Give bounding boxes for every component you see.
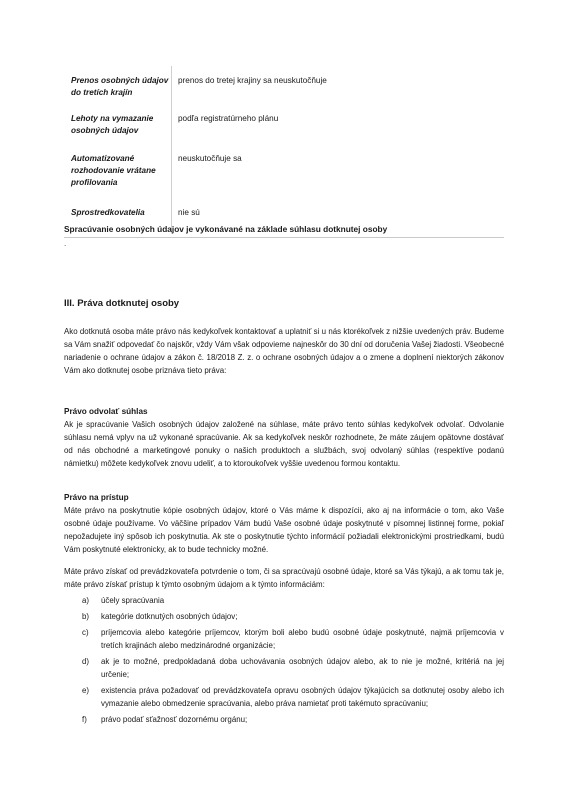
list-text: právo podať sťažnosť dozornému orgánu; xyxy=(101,715,248,724)
stray-dot: . xyxy=(64,239,67,248)
withdraw-consent-block xyxy=(64,405,504,470)
row-label: Prenos osobných údajov do tretích krajín xyxy=(64,66,172,104)
rights-list xyxy=(82,594,504,729)
table-row xyxy=(64,66,504,104)
list-text: ak je to možné, predpokladaná doba uchovávania osobných údajov alebo, ak to nie je možné, kritériá na jej určenie; xyxy=(101,657,504,679)
list-text: kategórie dotknutých osobných údajov; xyxy=(101,612,238,621)
list-letter: a) xyxy=(82,596,90,605)
processing-info-table xyxy=(64,66,504,233)
access-right-text: Máte právo na poskytnutie kópie osobných údajov, ktoré o Vás máme k dispozícii, ako aj na informácie o tom, ako Vaše osobné údaje používame. Vo väčšine prípadov Vám budú Vaše osobné údaje poskytnuté v písomnej listinnej forme, pokiaľ nepožadujete iný spôsob ich poskytnutia. Ak ste o poskytnutie týchto informácií požiadali elektronickými prostriedkami, budú Vám poskytnuté elektronicky, ak to bude technicky možné. xyxy=(64,506,504,554)
list-item xyxy=(82,594,504,607)
section-title: III. Práva dotknutej osoby xyxy=(64,298,180,309)
list-item xyxy=(82,626,504,652)
list-item xyxy=(82,655,504,681)
row-label: Lehoty na vymazanie osobných údajov xyxy=(64,104,172,144)
row-value: podľa registratúrneho plánu xyxy=(178,114,279,123)
list-item xyxy=(82,713,504,726)
table-row xyxy=(64,104,504,144)
list-letter: f) xyxy=(82,715,87,724)
list-text: existencia práva požadovať od prevádzkovateľa opravu osobných údajov týkajúcich sa dotknutej osoby alebo ich vymazanie alebo obmedzenie spracúvania, alebo práva namietať proti takémuto spracúvaniu; xyxy=(101,686,504,708)
intro-paragraph: Ako dotknutá osoba máte právo nás kedykoľvek kontaktovať a uplatniť si u nás ktorékoľvek z nižšie uvedených práv. Budeme sa Vám snažiť odpovedať čo najskôr, vždy Vám však odpovieme najneskôr do 30 dní od doručenia Vašej žiadosti. Všeobecné nariadenie o ochrane údajov a zákon č. 18/2018 Z. z. o ochrane osobných údajov a o zmene a doplnení niektorých zákonov Vám ako dotknutej osobe priznáva tieto práva: xyxy=(64,327,504,375)
row-label: Sprostredkovatelia xyxy=(64,198,172,233)
list-item xyxy=(82,684,504,710)
list-letter: e) xyxy=(82,686,90,695)
withdraw-consent-heading: Právo odvolať súhlas xyxy=(64,407,148,416)
list-text: účely spracúvania xyxy=(101,596,165,605)
access-right-heading: Právo na prístup xyxy=(64,493,129,502)
consent-note: Spracúvanie osobných údajov je vykonávané na základe súhlasu dotknutej osoby xyxy=(64,224,504,238)
list-letter: c) xyxy=(82,628,89,637)
row-value: nie sú xyxy=(178,208,200,217)
withdraw-consent-text: Ak je spracúvanie Vašich osobných údajov založené na súhlase, máte právo tento súhlas kedykoľvek odvolať. Odvolanie súhlasu nemá vplyv na už vykonané spracúvanie. Ak sa kedykoľvek neskôr rozhodnete, že máte záujem opätovne dostávať od nás obchodné a marketingové ponuky o našich produktoch a službách, svoj odvolaný súhlas (respektíve podanú námietku) môžete kedykoľvek znovu udeliť, a to ktoroukoľvek vyššie uvedenou formou kontaktu. xyxy=(64,420,504,468)
table-row xyxy=(64,144,504,198)
confirmation-paragraph: Máte právo získať od prevádzkovateľa potvrdenie o tom, či sa spracúvajú osobné údaje, ktoré sa Vás týkajú, a ak tomu tak je, máte právo získať prístup k týmto osobným údajom a k týmto informáciám: xyxy=(64,567,504,589)
list-item xyxy=(82,610,504,623)
list-text: príjemcovia alebo kategórie príjemcov, ktorým boli alebo budú osobné údaje poskytnuté, najmä príjemcovia v tretích krajinách alebo medzinárodné organizácie; xyxy=(101,628,504,650)
row-label: Automatizované rozhodovanie vrátane profilovania xyxy=(64,144,172,198)
row-value: neuskutočňuje sa xyxy=(178,154,242,163)
list-letter: b) xyxy=(82,612,90,621)
access-right-block xyxy=(64,491,504,556)
list-letter: d) xyxy=(82,657,90,666)
row-value: prenos do tretej krajiny sa neuskutočňuje xyxy=(178,76,327,85)
